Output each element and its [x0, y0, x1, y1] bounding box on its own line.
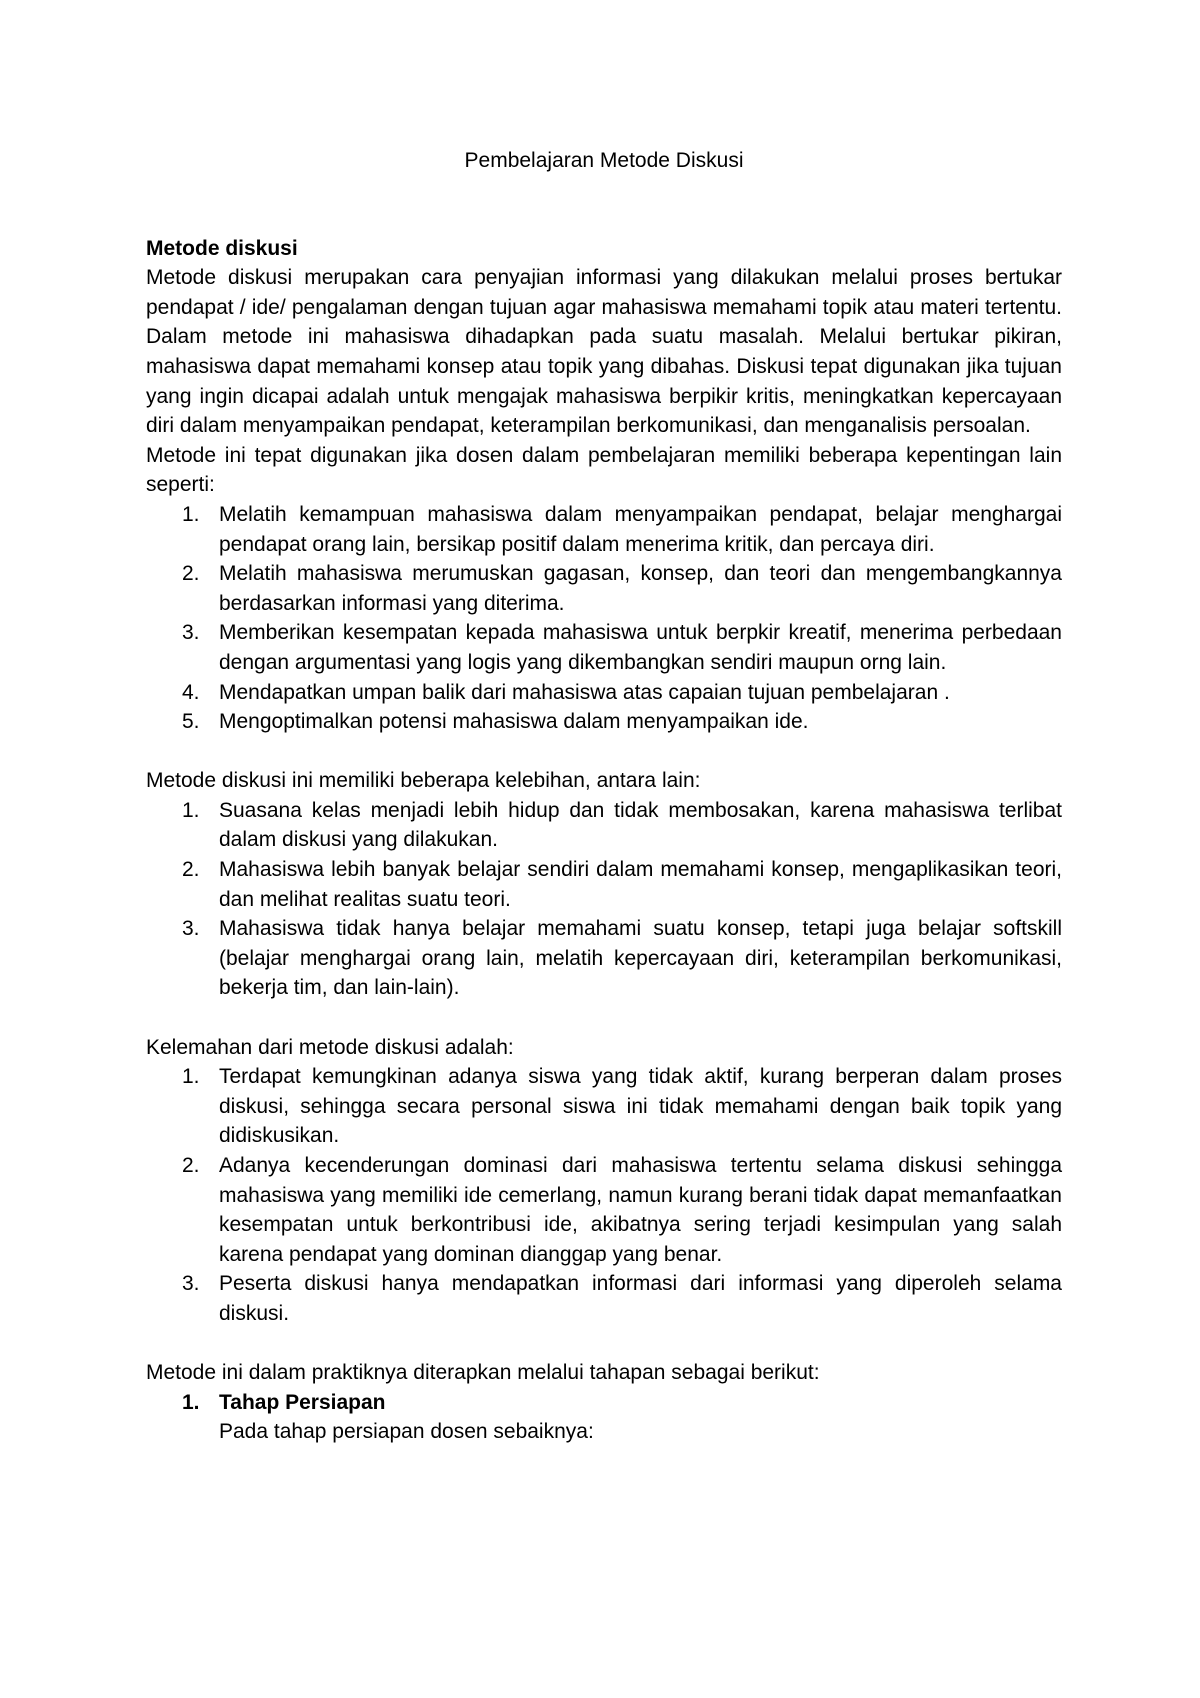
- stage-text: Pada tahap persiapan dosen sebaiknya:: [219, 1420, 594, 1444]
- list-item: 1. Melatih kemampuan mahasiswa dalam menyampaikan pendapat, belajar menghargai pendapat orang lain, bersikap positif dalam menerima kritik, dan percaya diri.: [182, 502, 1062, 556]
- spacer: [146, 1003, 1062, 1033]
- list-item: 2. Adanya kecenderungan dominasi dari mahasiswa tertentu selama diskusi sehingga mahasiswa yang memiliki ide cemerlang, namun kurang berani tidak dapat memanfaatkan kesempatan untuk berkontribusi ide, akibatnya sering terjadi kesimpulan yang salah karena pendapat yang dominan dianggap yang benar.: [182, 1154, 1062, 1266]
- stages-intro: Metode ini dalam praktiknya diterapkan melalui tahapan sebagai berikut:: [146, 1361, 820, 1385]
- advantages-list: [146, 796, 1062, 1003]
- stage-title: Tahap Persiapan: [219, 1390, 386, 1414]
- list-item: 1. Terdapat kemungkinan adanya siswa yang tidak aktif, kurang berperan dalam proses diskusi, sehingga secara personal siswa ini tidak memahami dengan baik topik yang didiskusikan.: [182, 1065, 1062, 1148]
- list-item: 3. Mahasiswa tidak hanya belajar memahami suatu konsep, tetapi juga belajar softskill (belajar menghargai orang lain, melatih kepercayaan diri, keterampilan berkomunikasi, bekerja tim, dan lain-lain).: [182, 917, 1062, 1000]
- list-item: 1. Tahap Persiapan Pada tahap persiapan dosen sebaiknya:: [146, 1388, 1062, 1447]
- spacer: [146, 1329, 1062, 1359]
- intro-paragraph: Metode diskusi merupakan cara penyajian informasi yang dilakukan melalui proses bertukar pendapat / ide/ pengalaman dengan tujuan agar mahasiswa memahami topik atau materi tertentu. Dalam metode ini mahasiswa dihadapkan pada suatu masalah. Melalui bertukar pikiran, mahasiswa dapat memahami konsep atau topik yang dibahas. Diskusi tepat digunakan jika tujuan yang ingin dicapai adalah untuk mengajak mahasiswa berpikir kritis, meningkatkan kepercayaan diri dalam menyampaikan pendapat, keterampilan berkomunikasi, dan menganalisis persoalan.: [146, 266, 1062, 438]
- list-item: 3. Peserta diskusi hanya mendapatkan informasi dari informasi yang diperoleh selama diskusi.: [182, 1272, 1062, 1325]
- weaknesses-list: [146, 1062, 1062, 1328]
- document-title: Pembelajaran Metode Diskusi: [464, 149, 744, 172]
- purpose-list: [146, 500, 1062, 737]
- list-item: 2. Melatih mahasiswa merumuskan gagasan, konsep, dan teori dan mengembangkannya berdasarkan informasi yang diterima.: [182, 562, 1062, 615]
- list-item: 5. Mengoptimalkan potensi mahasiswa dalam menyampaikan ide.: [182, 710, 809, 734]
- advantages-intro: Metode diskusi ini memiliki beberapa kelebihan, antara lain:: [146, 769, 701, 793]
- purpose-intro: Metode ini tepat digunakan jika dosen dalam pembelajaran memiliki beberapa kepentingan lain seperti:: [146, 443, 1062, 497]
- stages-list: [146, 1388, 1062, 1447]
- spacer: [146, 737, 1062, 767]
- weaknesses-intro: Kelemahan dari metode diskusi adalah:: [146, 1035, 514, 1059]
- list-item: 3. Memberikan kesempatan kepada mahasiswa untuk berpkir kreatif, menerima perbedaan dengan argumentasi yang logis yang dikembangkan sendiri maupun orng lain.: [182, 621, 1062, 674]
- list-item: 1. Suasana kelas menjadi lebih hidup dan tidak membosakan, karena mahasiswa terlibat dalam diskusi yang dilakukan.: [182, 798, 1062, 852]
- document-content: [146, 146, 1062, 1447]
- list-item: 4. Mendapatkan umpan balik dari mahasiswa atas capaian tujuan pembelajaran .: [182, 680, 950, 704]
- section-heading: Metode diskusi: [146, 236, 298, 260]
- list-item: 2. Mahasiswa lebih banyak belajar sendiri dalam memahami konsep, mengaplikasikan teori, dan melihat realitas suatu teori.: [182, 858, 1062, 911]
